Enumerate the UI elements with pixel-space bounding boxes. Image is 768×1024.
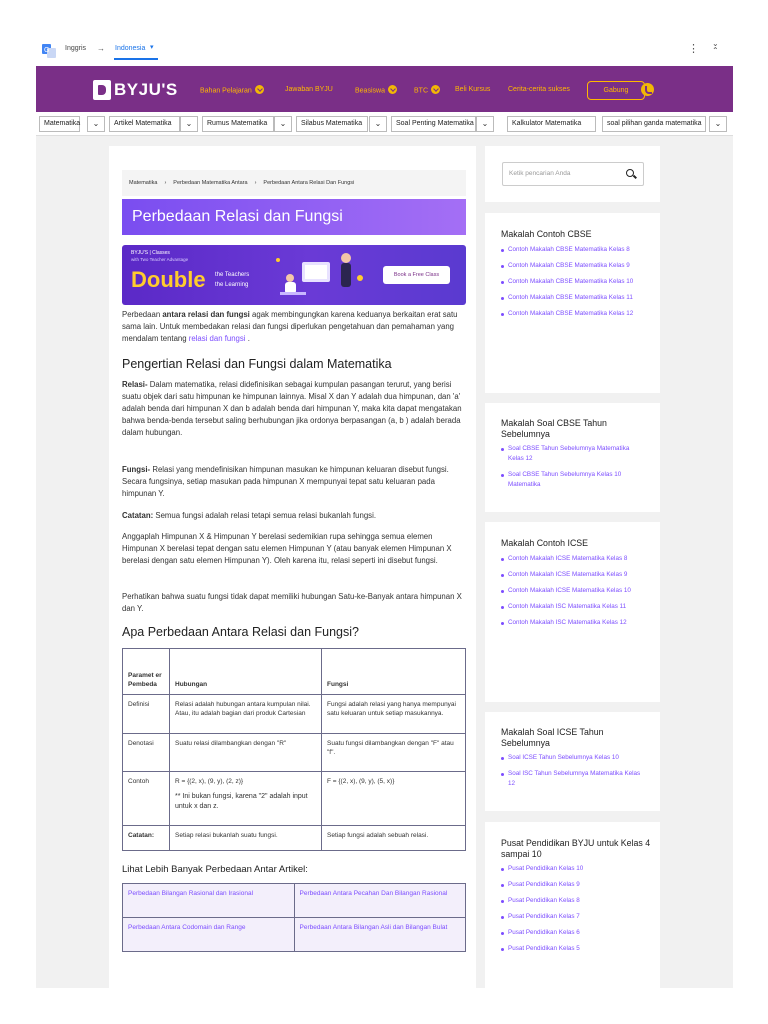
table-cell: Definisi <box>123 695 170 734</box>
table-row <box>123 884 466 918</box>
table-header-row <box>123 649 466 695</box>
list-item[interactable]: Pusat Pendidikan Kelas 9 <box>501 880 641 890</box>
byjus-logo[interactable] <box>93 78 178 102</box>
list-item[interactable]: Pusat Pendidikan Kelas 6 <box>501 928 641 938</box>
related-article-link[interactable]: Perbedaan Bilangan Rasional dan Irasional <box>123 884 295 918</box>
table-row <box>123 826 466 851</box>
subject-dropdown-bar <box>36 112 733 136</box>
nav-jawaban-byju[interactable] <box>285 86 333 93</box>
card-title: Makalah Contoh ICSE <box>501 538 589 548</box>
table-header-cell: Hubungan <box>170 649 322 695</box>
list-item[interactable]: Contoh Makalah CBSE Matematika Kelas 8 <box>501 245 641 255</box>
chevron-down-icon[interactable]: ⌄ <box>87 116 105 132</box>
perhatikan-paragraph: Perhatikan bahwa suatu fungsi tidak dapat memiliki hubungan Satu-ke-Banyak antara himpunan X dan Y. <box>122 592 462 613</box>
banner-line-1: the Teachers <box>215 272 250 278</box>
card-list <box>501 864 641 960</box>
table-cell: Relasi adalah hubungan antara kumpulan nilai. Atau, itu adalah bagian dari produk Cartesian <box>170 695 322 734</box>
intro-text: Perbedaan <box>122 310 163 319</box>
table-cell <box>170 772 322 826</box>
intro-paragraph <box>122 309 466 345</box>
dropdown-icon <box>388 85 397 94</box>
byjus-logo-mark <box>93 80 111 100</box>
nav-label: BTC <box>414 87 428 95</box>
list-item[interactable]: Contoh Makalah ICSE Matematika Kelas 10 <box>501 586 641 596</box>
book-free-class-button[interactable]: Book a Free Class <box>383 266 450 284</box>
nav-cerita-sukses[interactable] <box>508 86 570 93</box>
banner-illustration-icon <box>272 248 372 302</box>
dropdown-kalkulator[interactable]: Kalkulator Matematika <box>507 116 596 132</box>
chevron-down-icon[interactable]: ⌄ <box>369 116 387 132</box>
table-cell: Denotasi <box>123 734 170 772</box>
logo-text: BYJU'S <box>114 80 178 99</box>
nav-label: Beasiswa <box>355 87 385 95</box>
list-item[interactable]: Pusat Pendidikan Kelas 10 <box>501 864 641 874</box>
nav-beasiswa[interactable] <box>355 86 397 95</box>
table-cell: F = {(2, x), (9, y), (5, x)} <box>322 772 466 826</box>
heading-pengertian: Pengertian Relasi dan Fungsi dalam Matematika <box>122 357 392 371</box>
card-title: Makalah Contoh CBSE <box>501 229 592 239</box>
card-list <box>501 554 641 634</box>
banner-subtitle: with Two Teacher Advantage <box>131 257 189 262</box>
dropdown-artikel-matematika[interactable]: Artikel Matematika <box>109 116 180 132</box>
nav-label: Bahan Pelajaran <box>200 87 252 95</box>
google-translate-icon[interactable] <box>42 44 56 58</box>
promo-banner[interactable] <box>122 245 466 305</box>
nav-label: Cerita-cerita sukses <box>508 86 570 93</box>
list-item[interactable]: Contoh Makalah ICSE Matematika Kelas 9 <box>501 570 641 580</box>
intro-bold: antara relasi dan fungsi <box>162 310 250 319</box>
relasi-label: Relasi- <box>122 380 148 389</box>
svg-text:G: G <box>44 47 50 54</box>
chevron-down-icon[interactable]: ▾ <box>150 44 154 51</box>
translate-bar <box>0 36 768 64</box>
join-button[interactable]: Gabung <box>587 81 645 100</box>
phone-icon[interactable] <box>641 83 654 96</box>
sidebar-card-icse <box>485 522 660 702</box>
list-item[interactable]: Soal ICSE Tahun Sebelumnya Kelas 10 <box>501 753 641 763</box>
sidebar-card-cbse <box>485 213 660 393</box>
list-item[interactable]: Contoh Makalah ISC Matematika Kelas 11 <box>501 602 641 612</box>
banner-line-2: the Learning <box>215 282 249 288</box>
table-header-cell: Fungsi <box>322 649 466 695</box>
page-title: Perbedaan Relasi dan Fungsi <box>122 199 466 235</box>
table-cell: Suatu fungsi dilambangkan dengan "F" atau "f". <box>322 734 466 772</box>
dropdown-icon <box>431 85 440 94</box>
site-header <box>36 66 733 112</box>
card-title: Makalah Soal ICSE Tahun Sebelumnya <box>501 727 604 748</box>
table-cell: Catatan: <box>123 826 170 851</box>
banner-brand: BYJU'S | Classes <box>131 250 170 256</box>
target-language[interactable]: Indonesia <box>115 45 146 52</box>
sidebar-card-icse-prev <box>485 712 660 811</box>
list-item[interactable]: Soal CBSE Tahun Sebelumnya Matematika Kelas 12 <box>501 444 641 464</box>
table-cell: Contoh <box>123 772 170 826</box>
nav-bahan-pelajaran[interactable] <box>200 86 264 95</box>
table-row <box>123 734 466 772</box>
dropdown-silabus-matematika[interactable]: Silabus Matematika <box>296 116 368 132</box>
sidebar-card-pusat <box>485 822 660 988</box>
list-item[interactable]: Contoh Makalah ICSE Matematika Kelas 8 <box>501 554 641 564</box>
relasi-paragraph <box>122 379 466 439</box>
list-item[interactable]: Contoh Makalah CBSE Matematika Kelas 9 <box>501 261 641 271</box>
fungsi-paragraph <box>122 464 466 500</box>
breadcrumb-current: Perbedaan Antara Relasi Dan Fungsi <box>263 180 355 186</box>
chevron-down-icon[interactable]: ⌄ <box>476 116 494 132</box>
table-cell: Setiap fungsi adalah sebuah relasi. <box>322 826 466 851</box>
banner-headline: Double <box>131 267 206 292</box>
breadcrumb-item[interactable]: Perbedaan Matematika Antara <box>173 180 248 186</box>
dropdown-soal-penting[interactable]: Soal Penting Matematika <box>391 116 476 132</box>
related-article-link[interactable]: Perbedaan Antara Codomain dan Range <box>123 918 295 952</box>
nav-btc[interactable] <box>414 86 440 95</box>
anggap-paragraph: Anggaplah Himpunan X & Himpunan Y berelasi sedemikian rupa sehingga semua elemen Himpunan X berelasi tepat dengan satu elemen Himpunan Y (atau banyak elemen Himpunan X berelasi dengan satu elemen Himpunan Y). Oleh karena itu, relasi seperti ini disebut fungsi. <box>122 532 452 565</box>
chevron-down-icon[interactable]: ⌄ <box>274 116 292 132</box>
arrow-right-icon: → <box>97 44 105 53</box>
intro-text: . <box>245 334 250 343</box>
intro-text: agak membingungkan karena keduanya berkaitan erat satu sama lain. Untuk membedakan relasi dan fungsi diperlukan pengetahuan dan pemahaman yang mendalam tentang <box>122 310 458 343</box>
table-cell: Suatu relasi dilambangkan dengan "R" <box>170 734 322 772</box>
card-title: Makalah Soal CBSE Tahun Sebelumnya <box>501 418 607 439</box>
list-item[interactable]: Pusat Pendidikan Kelas 8 <box>501 896 641 906</box>
card-list <box>501 753 641 795</box>
more-vert-icon[interactable]: ⋮ <box>688 43 699 55</box>
dropdown-icon <box>255 85 264 94</box>
table-header-cell: Paramet er Pembeda <box>123 649 170 695</box>
list-item[interactable]: Pusat Pendidikan Kelas 5 <box>501 944 641 954</box>
dropdown-matematika[interactable]: Matematika <box>39 116 80 132</box>
card-title: Pusat Pendidikan BYJU untuk Kelas 4 sampai 10 <box>501 838 651 859</box>
sidebar-card-cbse-prev <box>485 403 660 512</box>
related-articles-table <box>122 883 466 952</box>
list-item[interactable]: Contoh Makalah CBSE Matematika Kelas 11 <box>501 293 641 303</box>
list-item[interactable]: Soal ISC Tahun Sebelumnya Matematika Kelas 12 <box>501 769 641 789</box>
nav-label: Beli Kursus <box>455 86 491 93</box>
list-item[interactable]: Contoh Makalah ISC Matematika Kelas 12 <box>501 618 641 628</box>
table-row <box>123 695 466 734</box>
breadcrumb-separator-icon: › <box>164 180 167 186</box>
card-list <box>501 245 641 325</box>
list-item[interactable]: Soal CBSE Tahun Sebelumnya Kelas 10 Matematika <box>501 470 641 490</box>
list-item[interactable]: Contoh Makalah CBSE Matematika Kelas 12 <box>501 309 641 319</box>
search-icon[interactable] <box>626 169 634 177</box>
list-item[interactable]: Pusat Pendidikan Kelas 7 <box>501 912 641 922</box>
contoh-relasi: R = {(2, x), (9, y), (2, z)} <box>175 778 244 785</box>
table-cell: Fungsi adalah relasi yang hanya mempunyai satu keluaran untuk setiap masukannya. <box>322 695 466 734</box>
breadcrumb-item[interactable]: Matematika <box>129 180 158 186</box>
breadcrumb-separator-icon: › <box>254 180 257 186</box>
target-language-underline <box>114 58 158 60</box>
related-article-link[interactable]: Perbedaan Antara Bilangan Asli dan Bilangan Bulat <box>294 918 466 952</box>
chevron-down-icon[interactable]: ⌄ <box>180 116 198 132</box>
table-row <box>123 918 466 952</box>
contoh-note: ** Ini bukan fungsi, karena "2" adalah input untuk x dan z. <box>175 793 308 810</box>
source-language[interactable]: Inggris <box>65 45 87 52</box>
nav-label: Jawaban BYJU <box>285 86 333 93</box>
dropdown-soal-pilihan-ganda[interactable]: soal pilihan ganda matematika <box>602 116 706 132</box>
relasi-text: Dalam matematika, relasi didefinisikan sebagai kumpulan pasangan terurut, yang berisi suatu objek dari satu himpunan ke himpunan lainnya. Misal X dan Y adalah dua himpunan, dan 'a' adalah benda dari himpunan X dan b adalah benda dari himpunan Y, maka kita dapat mengatakan bahwa benda-benda tersebut saling berhubungan jika ordonya berpasangan (a, b ) adalah berada dalam hubungan. <box>122 380 462 437</box>
dropdown-rumus-matematika[interactable]: Rumus Matematika <box>202 116 274 132</box>
list-item[interactable]: Contoh Makalah CBSE Matematika Kelas 10 <box>501 277 641 287</box>
nav-beli-kursus[interactable] <box>455 86 490 93</box>
relasi-fungsi-link[interactable]: relasi dan fungsi <box>188 334 246 343</box>
card-list <box>501 444 641 496</box>
fungsi-label: Fungsi- <box>122 465 151 474</box>
heading-more-articles: Lihat Lebih Banyak Perbedaan Antar Artikel: <box>122 864 308 875</box>
catatan-text: Semua fungsi adalah relasi tetapi semua relasi bukanlah fungsi. <box>153 511 376 520</box>
catatan-label: Catatan: <box>122 511 154 520</box>
table-cell: Setiap relasi bukanlah suatu fungsi. <box>170 826 322 851</box>
collapse-icon[interactable]: ⌄ ⌃ <box>712 39 719 55</box>
comparison-table <box>122 648 466 851</box>
chevron-down-icon[interactable]: ⌄ <box>709 116 727 132</box>
breadcrumb <box>122 170 466 196</box>
fungsi-text: Relasi yang mendefinisikan himpunan masukan ke himpunan keluaran disebut fungsi. Secara fungsinya, setiap masukan pada himpunan X mempunyai tepat satu keluaran pada himpunan Y. <box>122 465 449 498</box>
table-row <box>123 772 466 826</box>
search-input[interactable]: Ketik pencarian Anda <box>502 162 644 186</box>
heading-perbedaan: Apa Perbedaan Antara Relasi dan Fungsi? <box>122 625 359 639</box>
catatan-paragraph <box>122 510 466 522</box>
related-article-link[interactable]: Perbedaan Antara Pecahan Dan Bilangan Rasional <box>294 884 466 918</box>
